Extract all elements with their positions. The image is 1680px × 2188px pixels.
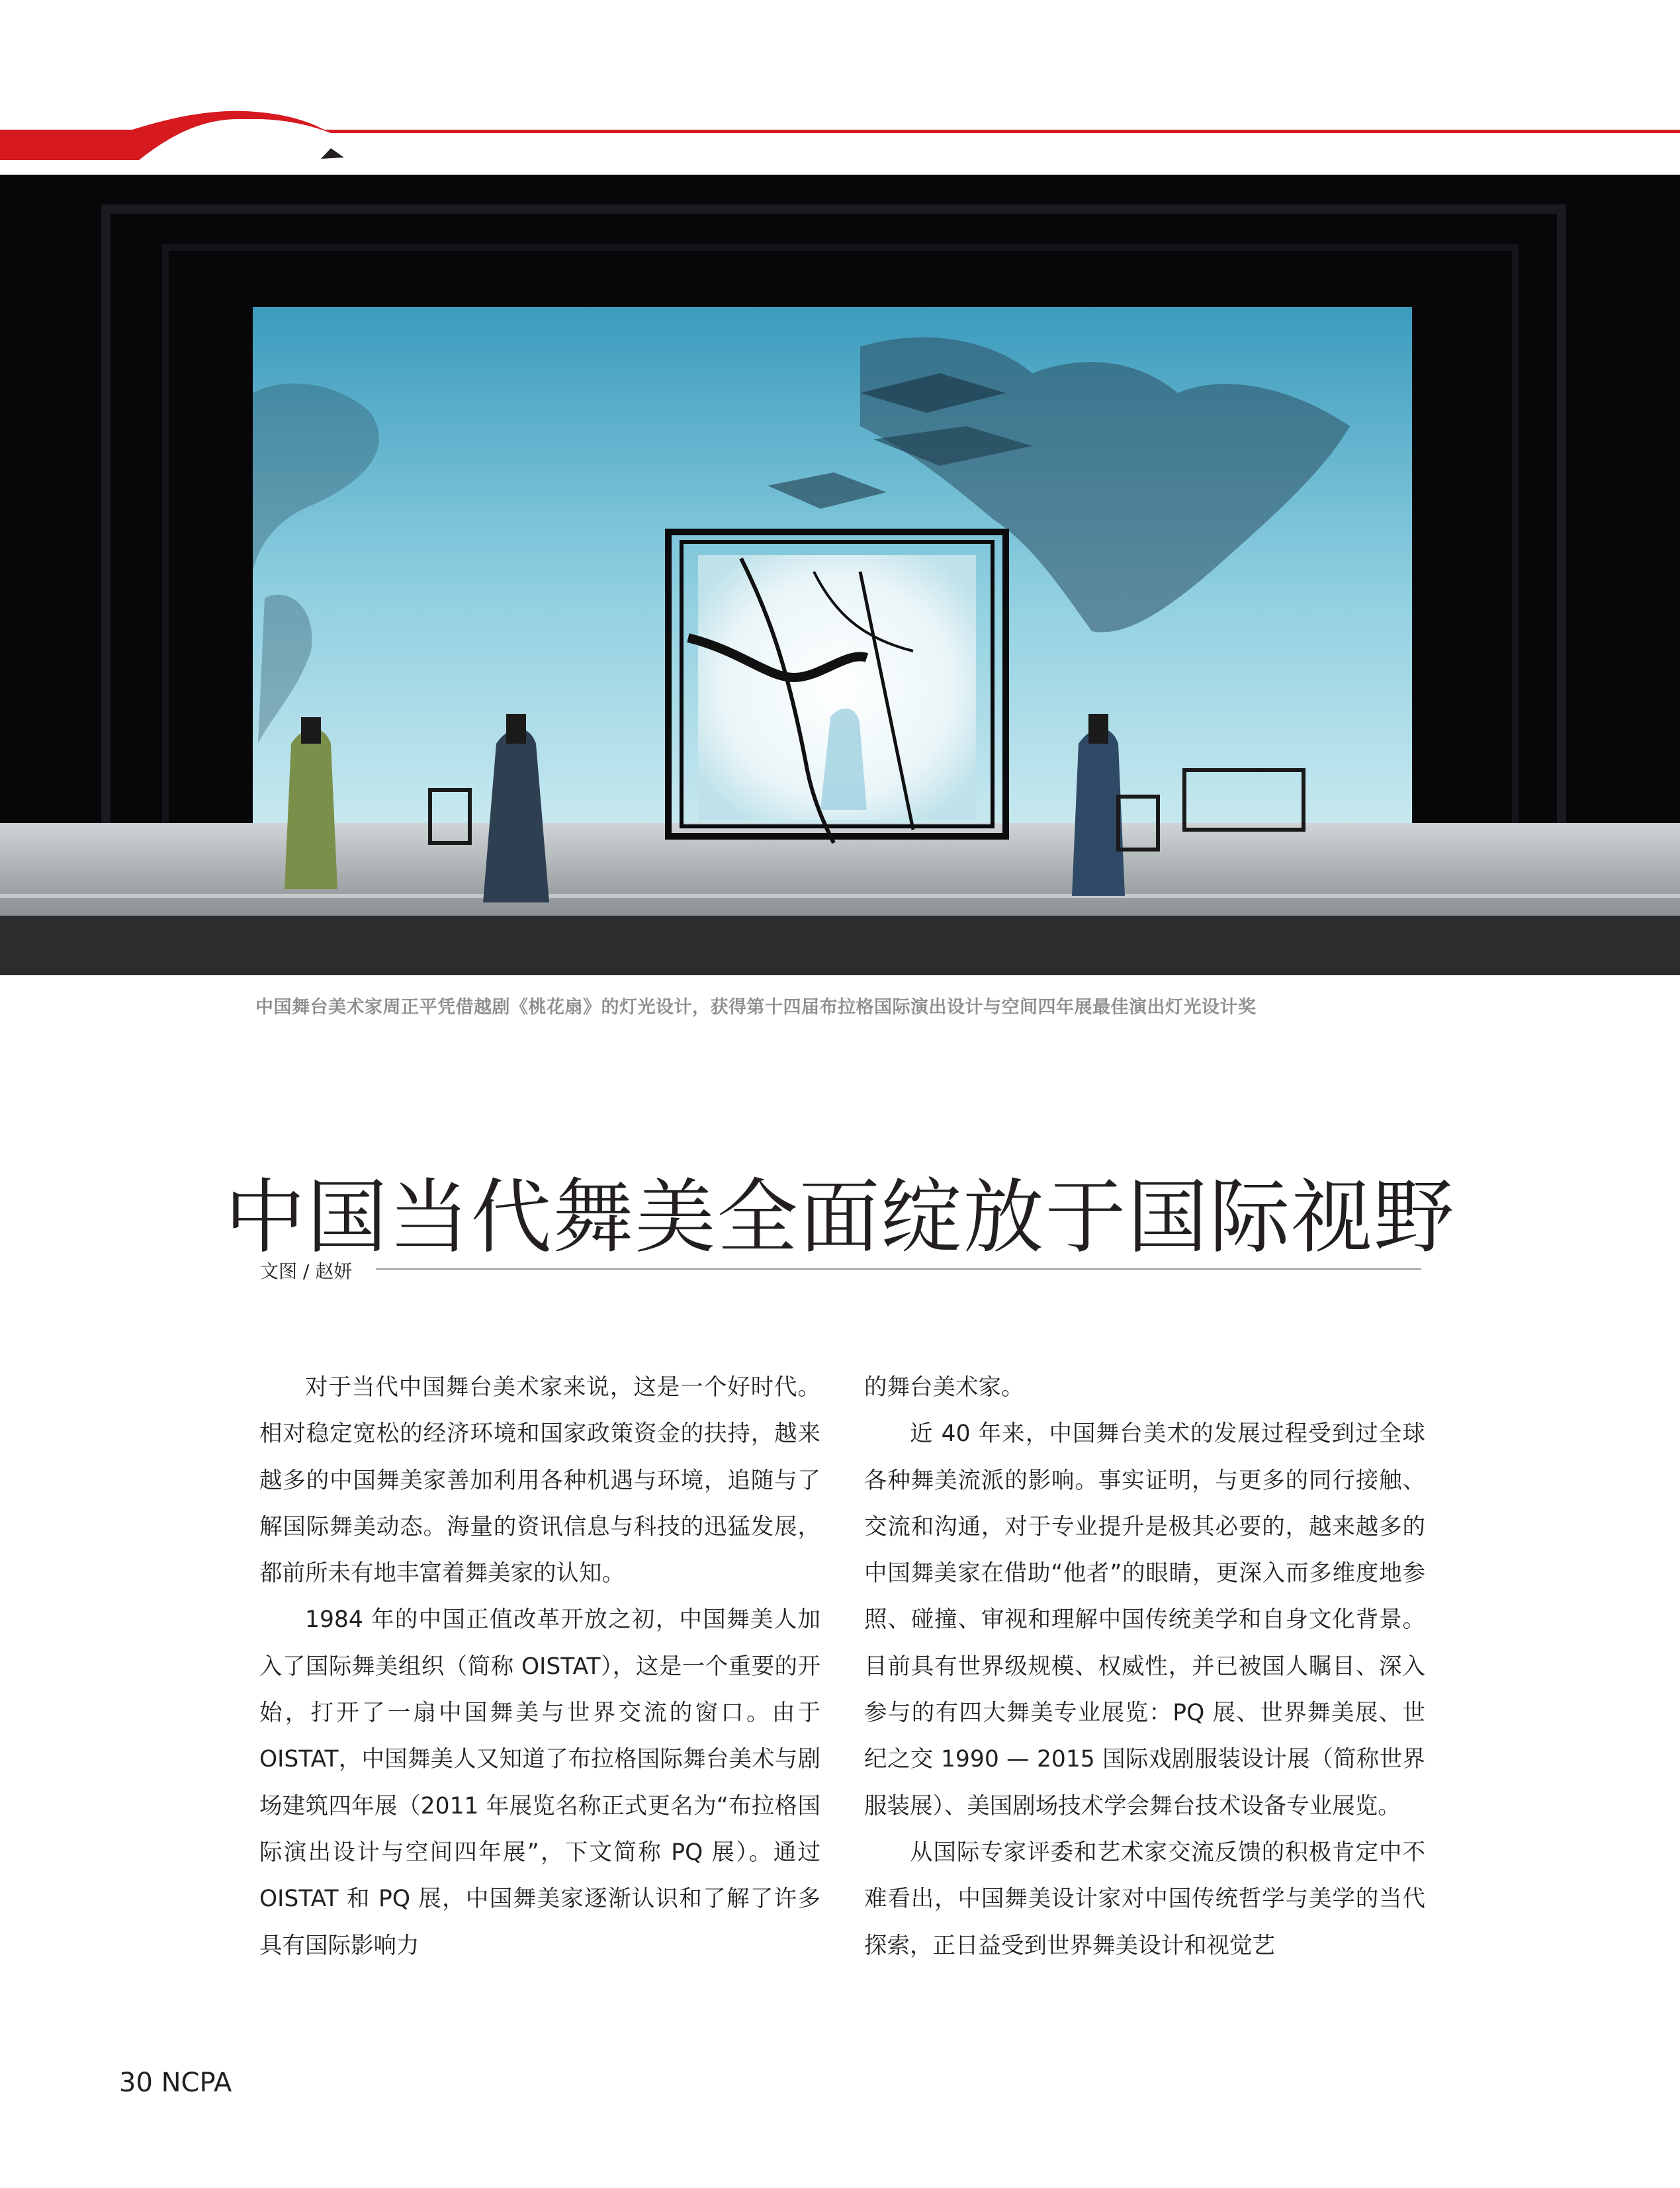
article-column-left (259, 1364, 820, 1969)
page-number: 30 (119, 2068, 153, 2098)
stage-photo (0, 175, 1680, 975)
magazine-name: NCPA (161, 2068, 232, 2098)
header-swoosh-icon (0, 106, 1680, 172)
paragraph: 从国际专家评委和艺术家交流反馈的积极肯定中不难看出，中国舞美设计家对中国传统哲学与美学的当代探索，正日益受到世界舞美设计和视觉艺 (864, 1839, 1425, 1959)
article-title: 中国当代舞美全面绽放于国际视野 (224, 1170, 1456, 1264)
stage-scene-illustration (0, 175, 1680, 975)
section-header (0, 106, 1680, 172)
article-column-right (864, 1364, 1425, 1969)
paragraph: 1984 年的中国正值改革开放之初，中国舞美人加入了国际舞美组织（简称 OISTAT），这是一个重要的开始，打开了一扇中国舞美与世界交流的窗口。由于 OISTAT，中国舞美人又知道了布拉格国际舞台美术与剧场建筑四年展（2011 年展览名称正式更名为“布拉格国际演出设计与空间四年展”，下文简称 PQ 展）。通过 OISTAT 和 PQ 展，中国舞美家逐渐认识和了解了许多具有国际影响力 (259, 1606, 820, 1959)
article-byline: 文图 / 赵妍 (260, 1260, 353, 1282)
paragraph: 近 40 年来，中国舞台美术的发展过程受到过全球各种舞美流派的影响。事实证明，与更多的同行接触、交流和沟通，对于专业提升是极其必要的，越来越多的中国舞美家在借助“他者”的眼睛，更深入而多维度地参照、碰撞、审视和理解中国传统美学和自身文化背景。目前具有世界级规模、权威性，并已被国人瞩目、深入参与的有四大舞美专业展览：PQ 展、世界舞美展、世纪之交 1990 — 2015 国际戏剧服装设计展（简称世界服装展）、美国剧场技术学会舞台技术设备专业展览。 (864, 1421, 1425, 1819)
paragraph: 对于当代中国舞台美术家来说，这是一个好时代。相对稳定宽松的经济环境和国家政策资金的扶持，越来越多的中国舞美家善加利用各种机遇与环境，追随与了解国际舞美动态。海量的资讯信息与科技的迅猛发展，都前所未有地丰富着舞美家的认知。 (259, 1374, 820, 1587)
photo-caption: 中国舞台美术家周正平凭借越剧《桃花扇》的灯光设计，获得第十四届布拉格国际演出设计与空间四年展最佳演出灯光设计奖 (255, 997, 1257, 1018)
page-footer (119, 2068, 232, 2098)
byline-divider (376, 1268, 1421, 1270)
paragraph: 的舞台美术家。 (864, 1374, 1024, 1401)
